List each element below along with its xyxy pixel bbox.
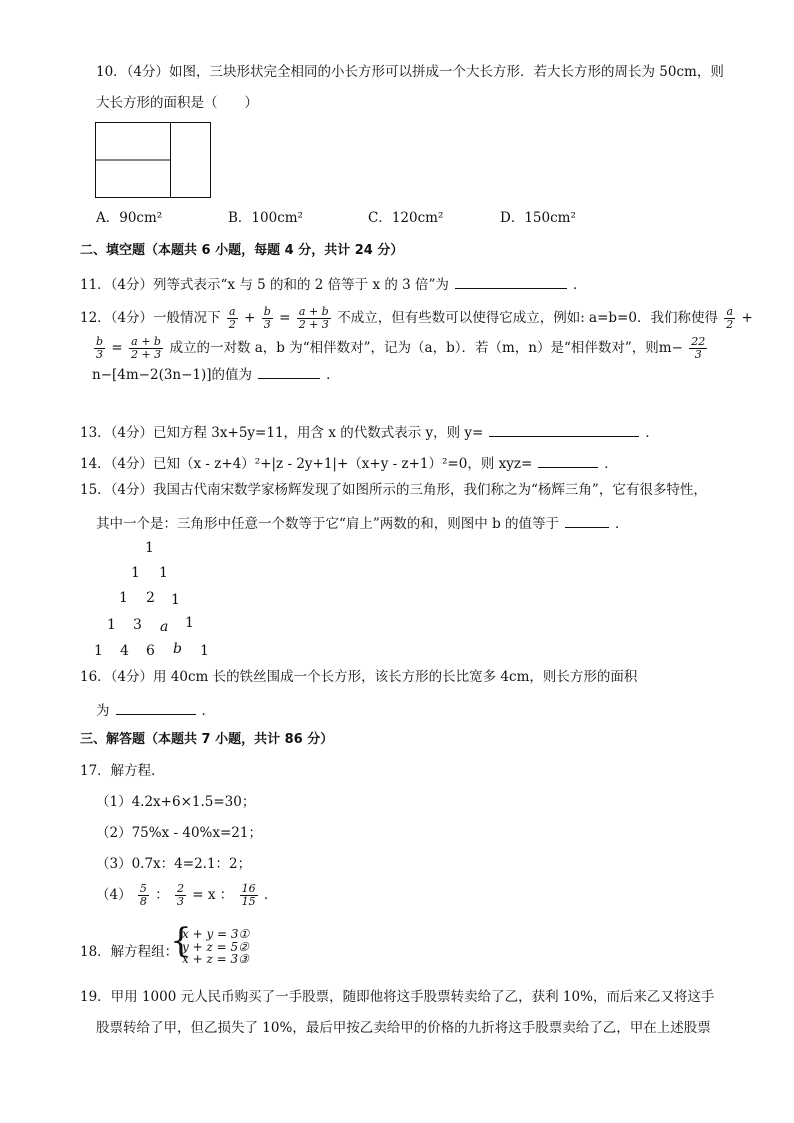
frac-den: 2 + 3: [130, 348, 162, 362]
q17-part4-end: ．: [263, 887, 278, 904]
equals-sign: =: [279, 310, 291, 327]
frac-den: 2: [228, 318, 236, 332]
q13-text: 13．（4分）已知方程 3x+5y=11，用含 x 的代数式表示 y，则 y=: [80, 425, 484, 441]
q12-frac-sum: [297, 306, 331, 331]
triangle-cell: 1: [119, 590, 128, 606]
q18-eq2: y + z = 5②: [182, 939, 249, 954]
triangle-cell: 1: [159, 565, 168, 581]
q16-line1: 16．（4分）用 40cm 长的铁丝围成一个长方形，该长方形的长比宽多 4cm，则长方形的面积: [80, 669, 638, 685]
q18-label: 18．解方程组：: [80, 944, 179, 960]
q15-text: 其中一个是：三角形中任意一个数等于它“肩上”两数的和，则图中 b 的值等于: [96, 516, 560, 532]
q12-line2: [92, 336, 709, 361]
q18-equation-system: [182, 928, 249, 966]
triangle-cell: 1: [200, 643, 209, 659]
frac-num: a: [227, 306, 238, 319]
frac-den: 15: [241, 895, 256, 909]
section-3-heading: 三、解答题（本题共 7 小题，共计 86 分）: [80, 732, 334, 747]
q19-line2: 股票转给了甲，但乙损失了 10%，最后甲按乙卖给甲的价格的九折将这手股票卖给了乙，甲在上述股票: [96, 1020, 711, 1036]
q13-answer-blank: [489, 424, 639, 437]
triangle-cell: 1: [145, 540, 154, 556]
triangle-cell-a: a: [160, 619, 169, 635]
q12-frac-b-over-3-second: [94, 336, 105, 361]
q16-end: ．: [201, 703, 215, 719]
q12-line3: [92, 366, 340, 383]
q11-answer-blank: [455, 276, 567, 289]
frac-num: b: [96, 335, 104, 348]
q12-text-b: 不成立，但有些数可以使得它成立，例如: a=b=0．我们称使得: [337, 310, 718, 327]
triangle-cell: 3: [133, 617, 142, 633]
q12-answer-blank: [258, 366, 320, 379]
frac-num: 22: [691, 335, 706, 348]
triangle-cell-b: b: [173, 641, 182, 657]
q14-answer-blank: [538, 455, 598, 468]
triangle-cell: 1: [94, 643, 103, 659]
triangle-cell: 1: [107, 617, 116, 633]
q17-title: 17．解方程．: [80, 763, 165, 779]
q18-eq3: x + z = 3③: [182, 952, 249, 967]
triangle-cell: 4: [120, 643, 129, 659]
q17-frac-5-8: [138, 883, 149, 908]
triangle-cell: 2: [146, 590, 155, 606]
plus-sign: +: [741, 310, 753, 327]
q15-answer-blank: [565, 515, 609, 528]
equals-x-colon: = x ：: [192, 887, 234, 904]
q12-text-c: 成立的一对数 a，b 为“相伴数对”，记为（a，b）．若（m，n）是“相伴数对”，则m−: [169, 340, 683, 357]
q12-line1: [80, 306, 753, 331]
q16-answer-blank: [116, 702, 196, 715]
plus-sign: +: [244, 310, 256, 327]
q17-part4-label: （4）: [96, 887, 132, 904]
frac-den: 8: [139, 895, 147, 909]
system-brace: {: [170, 921, 192, 961]
q15-line2: [96, 515, 629, 532]
frac-den: 2: [726, 318, 734, 332]
q12-frac-a-over-2: [227, 306, 238, 331]
q15-end: ．: [615, 516, 629, 532]
q17-part4: [96, 883, 277, 908]
frac-den: 3: [176, 895, 184, 909]
q12-frac-sum-second: [129, 336, 163, 361]
q12-text-d: n−[4m−2(3n−1)]的值为: [92, 367, 253, 383]
frac-den: 3: [96, 348, 104, 362]
frac-num: a + b: [297, 306, 331, 319]
q11: [80, 276, 586, 293]
q16-line2: [96, 702, 215, 719]
q17-frac-2-3: [175, 883, 186, 908]
frac-den: 3: [263, 318, 271, 332]
q14-text: 14．（4分）已知（x - z+4）²+|z - 2y+1|+（x+y - z+1）²=0，则 xyz=: [80, 456, 533, 472]
q14: [80, 455, 618, 472]
q17-part2: （2）75%x - 40%x=21；: [96, 825, 262, 841]
q10-line2: 大长方形的面积是（ ）: [96, 95, 258, 111]
equals-sign: =: [111, 340, 123, 357]
q19-line1: 19．甲用 1000 元人民币购买了一手股票，随即他将这手股票转卖给了乙，获利 10%，而后来乙又将这手: [80, 989, 715, 1005]
q13-end: ．: [645, 425, 659, 441]
q12-end: ．: [326, 367, 340, 383]
q10-option-a: A．90cm²: [96, 210, 163, 226]
q12-frac-22-over-3: [689, 336, 707, 361]
triangle-cell: 1: [185, 615, 194, 631]
q10-rectangle-figure: [95, 122, 212, 199]
q11-text: 11．（4分）列等式表示“x 与 5 的和的 2 倍等于 x 的 3 倍”为: [80, 277, 449, 293]
q15-line1: 15．（4分）我国古代南宋数学家杨辉发现了如图所示的三角形，我们称之为“杨辉三角”，它有很多特性，: [80, 482, 707, 498]
q17-part1: （1）4.2x+6×1.5=30；: [96, 794, 256, 810]
q11-end: ．: [572, 277, 587, 293]
ratio-colon: ：: [155, 887, 169, 904]
frac-num: 5: [139, 882, 147, 895]
triangle-cell: 1: [171, 592, 180, 608]
q17-part3: （3）0.7x：4=2.1：2；: [96, 856, 252, 872]
frac-num: 16: [241, 882, 256, 895]
q12-frac-a-over-2-second: [724, 306, 735, 331]
frac-num: a + b: [129, 336, 163, 349]
q16-text: 为: [96, 703, 110, 719]
frac-den: 3: [694, 348, 702, 362]
triangle-cell: 1: [131, 565, 140, 581]
frac-num: b: [263, 305, 271, 318]
frac-num: a: [724, 306, 735, 319]
triangle-cell: 6: [146, 643, 155, 659]
q14-end: ．: [604, 456, 618, 472]
section-2-heading: 二、填空题（本题共 6 小题，每题 4 分，共计 24 分）: [80, 243, 404, 258]
q10-option-d: D．150cm²: [500, 210, 576, 226]
q10-option-b: B．100cm²: [228, 210, 303, 226]
q18-eq1: x + y = 3①: [182, 927, 250, 941]
frac-num: 2: [176, 882, 184, 895]
q10-line1: 10．（4分）如图，三块形状完全相同的小长方形可以拼成一个大长方形．若大长方形的周长为 50cm，则: [96, 64, 724, 80]
q12-text-a: 12．（4分）一般情况下: [80, 310, 221, 327]
q13: [80, 424, 659, 441]
q12-frac-b-over-3: [262, 306, 273, 331]
q17-frac-16-15: [240, 883, 258, 908]
frac-den: 2 + 3: [298, 318, 329, 332]
q10-option-c: C．120cm²: [368, 210, 444, 226]
